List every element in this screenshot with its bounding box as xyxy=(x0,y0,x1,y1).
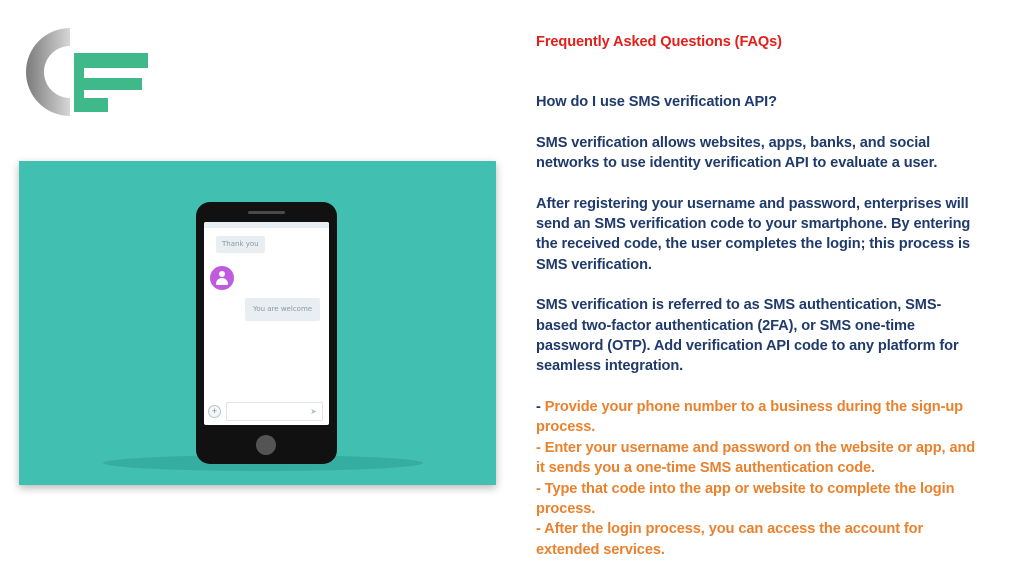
faq-question: How do I use SMS verification API? xyxy=(536,94,777,111)
steps-list xyxy=(536,397,976,560)
faq-paragraph: SMS verification allows websites, apps, banks, and social networks to use identity verification API to evaluate a user. xyxy=(536,134,938,172)
phone-speaker xyxy=(248,211,285,214)
sms-verification-illustration xyxy=(19,161,496,485)
screen-status-bar xyxy=(204,222,329,228)
step-item: - Type that code into the app or website to complete the login process. xyxy=(536,480,955,517)
brand-logo-icon xyxy=(24,26,150,118)
send-icon: ➤ xyxy=(310,407,317,416)
message-bubble-received: Thank you xyxy=(216,236,265,253)
faq-paragraph: After registering your username and password, enterprises will send an SMS verification code to your smartphone. By entering the received code, the user completes the login; this process is SMS verification. xyxy=(536,195,971,273)
plus-icon: + xyxy=(208,405,221,418)
user-avatar-icon xyxy=(210,266,234,290)
message-input xyxy=(226,402,323,421)
step-item: - Enter your username and password on the website or app, and it sends you a one-time SMS authentication code. xyxy=(536,439,976,477)
message-bubble-sent: You are welcome xyxy=(245,298,320,321)
faq-section xyxy=(536,32,976,560)
step-item: - Provide your phone number to a business during the sign-up process. xyxy=(536,398,963,436)
smartphone xyxy=(196,202,337,464)
avatar-head xyxy=(219,271,225,277)
faq-paragraph: SMS verification is referred to as SMS authentication, SMS-based two-factor authentication (2FA), or SMS one-time password (OTP). Add verification API code to any platform for seamless integration. xyxy=(536,297,959,375)
faq-title: Frequently Asked Questions (FAQs) xyxy=(536,34,782,50)
avatar-body xyxy=(216,278,228,285)
step-dash: - xyxy=(536,398,541,415)
phone-screen xyxy=(204,222,329,425)
step-item: - After the login process, you can access the account for extended services. xyxy=(536,521,924,558)
home-button xyxy=(256,435,276,455)
